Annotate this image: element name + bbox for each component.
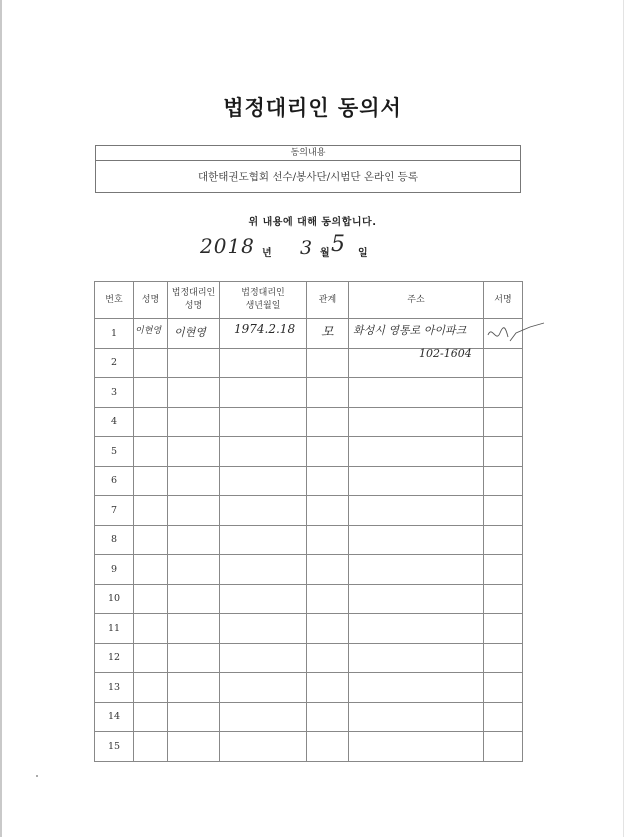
cell-address [349, 407, 484, 437]
header-guardian-name: 법정대리인 성명 [168, 282, 220, 319]
cell-signature [484, 584, 523, 614]
header-address: 주소 [349, 282, 484, 319]
cell-guardian-birth [220, 466, 307, 496]
cell-name [134, 643, 168, 673]
cell-relation [307, 643, 349, 673]
cell-guardian-name [168, 525, 220, 555]
cell-name [134, 496, 168, 526]
cell-name [134, 407, 168, 437]
cell-guardian-name [168, 555, 220, 585]
cell-guardian-birth [220, 437, 307, 467]
table-row [95, 348, 523, 378]
cell-signature [484, 702, 523, 732]
table-header-row [95, 282, 523, 319]
cell-address [349, 496, 484, 526]
cell-address [349, 614, 484, 644]
table-row [95, 702, 523, 732]
cell-address [349, 437, 484, 467]
cell-guardian-birth [220, 702, 307, 732]
table-row [95, 407, 523, 437]
cell-guardian-birth [220, 319, 307, 349]
header-no: 번호 [95, 282, 134, 319]
cell-name [134, 525, 168, 555]
date-year: 2018 [200, 234, 255, 258]
page-edge-left [0, 0, 2, 837]
handwritten-guardian-name: 이현영 [174, 326, 206, 339]
cell-relation [307, 614, 349, 644]
table-row [95, 437, 523, 467]
cell-name [134, 437, 168, 467]
table-row [95, 643, 523, 673]
cell-address [349, 673, 484, 703]
signature-scribble-icon [486, 321, 546, 345]
consent-body: 대한태권도협회 선수/봉사단/시범단 온라인 등록 [198, 171, 418, 183]
cell-name [134, 732, 168, 762]
cell-name [134, 378, 168, 408]
page-edge-right [623, 0, 624, 837]
cell-guardian-birth [220, 643, 307, 673]
cell-guardian-birth [220, 407, 307, 437]
row-number: 15 [95, 732, 134, 762]
row-number: 13 [95, 673, 134, 703]
cell-guardian-birth [220, 378, 307, 408]
cell-relation [307, 584, 349, 614]
cell-signature [484, 496, 523, 526]
cell-guardian-birth [220, 584, 307, 614]
cell-name [134, 348, 168, 378]
row-number: 10 [95, 584, 134, 614]
cell-name [134, 702, 168, 732]
row-number: 8 [95, 525, 134, 555]
table-row [95, 466, 523, 496]
handwritten-relation: 모 [321, 325, 334, 340]
row-number: 3 [95, 378, 134, 408]
cell-signature [484, 437, 523, 467]
row-number: 7 [95, 496, 134, 526]
cell-guardian-name [168, 702, 220, 732]
cell-guardian-birth [220, 525, 307, 555]
table-row [95, 732, 523, 762]
cell-relation [307, 496, 349, 526]
date-day-unit: 일 [358, 248, 368, 259]
scan-speck [36, 775, 38, 777]
cell-guardian-name [168, 496, 220, 526]
cell-address [349, 378, 484, 408]
cell-relation [307, 348, 349, 378]
agree-statement: 위 내용에 대해 동의합니다. [248, 217, 377, 228]
row-number: 4 [95, 407, 134, 437]
table-row [95, 614, 523, 644]
cell-relation [307, 407, 349, 437]
cell-signature [484, 643, 523, 673]
cell-address [349, 466, 484, 496]
consent-header: 동의내용 [96, 146, 520, 161]
cell-address [349, 702, 484, 732]
header-signature: 서명 [484, 282, 523, 319]
date-day: 5 [331, 232, 345, 257]
date-row [0, 232, 625, 268]
cell-address [349, 525, 484, 555]
handwritten-address: 화성시 영통로 아이파크 [353, 324, 467, 337]
row-number: 2 [95, 348, 134, 378]
cell-guardian-birth [220, 555, 307, 585]
row-number: 1 [95, 319, 134, 349]
cell-name [134, 614, 168, 644]
cell-relation [307, 525, 349, 555]
cell-guardian-name [168, 407, 220, 437]
table-row [95, 584, 523, 614]
cell-guardian-birth [220, 614, 307, 644]
cell-signature [484, 614, 523, 644]
cell-relation [307, 702, 349, 732]
consent-box [95, 145, 521, 193]
row-number: 12 [95, 643, 134, 673]
date-month-unit: 월 [320, 248, 330, 259]
cell-address [349, 643, 484, 673]
cell-signature [484, 555, 523, 585]
handwritten-address-line2: 102-1604 [419, 346, 472, 360]
cell-relation [307, 437, 349, 467]
cell-address [349, 732, 484, 762]
table-row [95, 555, 523, 585]
cell-guardian-name [168, 614, 220, 644]
cell-name [134, 673, 168, 703]
cell-signature [484, 525, 523, 555]
cell-guardian-name [168, 319, 220, 349]
cell-relation [307, 378, 349, 408]
document-title: 법정대리인 동의서 [223, 96, 402, 120]
cell-guardian-birth [220, 496, 307, 526]
cell-guardian-birth [220, 732, 307, 762]
cell-relation [307, 673, 349, 703]
table-row [95, 525, 523, 555]
cell-signature [484, 407, 523, 437]
table-row [95, 673, 523, 703]
row-number: 11 [95, 614, 134, 644]
cell-guardian-name [168, 732, 220, 762]
cell-address [349, 584, 484, 614]
cell-address [349, 348, 484, 378]
date-year-unit: 년 [262, 248, 272, 259]
table-row [95, 319, 523, 349]
handwritten-guardian-birth: 1974.2.18 [234, 322, 296, 336]
cell-name [134, 466, 168, 496]
cell-guardian-name [168, 466, 220, 496]
cell-signature [484, 673, 523, 703]
handwritten-name: 이현영 [135, 326, 162, 336]
cell-relation [307, 319, 349, 349]
row-number: 9 [95, 555, 134, 585]
cell-relation [307, 466, 349, 496]
cell-name [134, 555, 168, 585]
cell-name [134, 319, 168, 349]
cell-relation [307, 732, 349, 762]
cell-name [134, 584, 168, 614]
row-number: 6 [95, 466, 134, 496]
cell-guardian-name [168, 378, 220, 408]
guardian-table [94, 281, 523, 762]
cell-signature [484, 466, 523, 496]
row-number: 14 [95, 702, 134, 732]
header-relation: 관계 [307, 282, 349, 319]
header-name: 성명 [134, 282, 168, 319]
cell-guardian-name [168, 673, 220, 703]
cell-guardian-name [168, 437, 220, 467]
cell-guardian-name [168, 348, 220, 378]
cell-guardian-name [168, 643, 220, 673]
cell-signature [484, 319, 523, 349]
cell-guardian-birth [220, 673, 307, 703]
header-guardian-birth: 법정대리인 생년월일 [220, 282, 307, 319]
cell-address [349, 555, 484, 585]
cell-signature [484, 378, 523, 408]
table-row [95, 378, 523, 408]
row-number: 5 [95, 437, 134, 467]
date-month: 3 [300, 237, 313, 259]
cell-guardian-birth [220, 348, 307, 378]
table-row [95, 496, 523, 526]
cell-guardian-name [168, 584, 220, 614]
cell-relation [307, 555, 349, 585]
cell-signature [484, 732, 523, 762]
cell-signature [484, 348, 523, 378]
cell-address [349, 319, 484, 349]
